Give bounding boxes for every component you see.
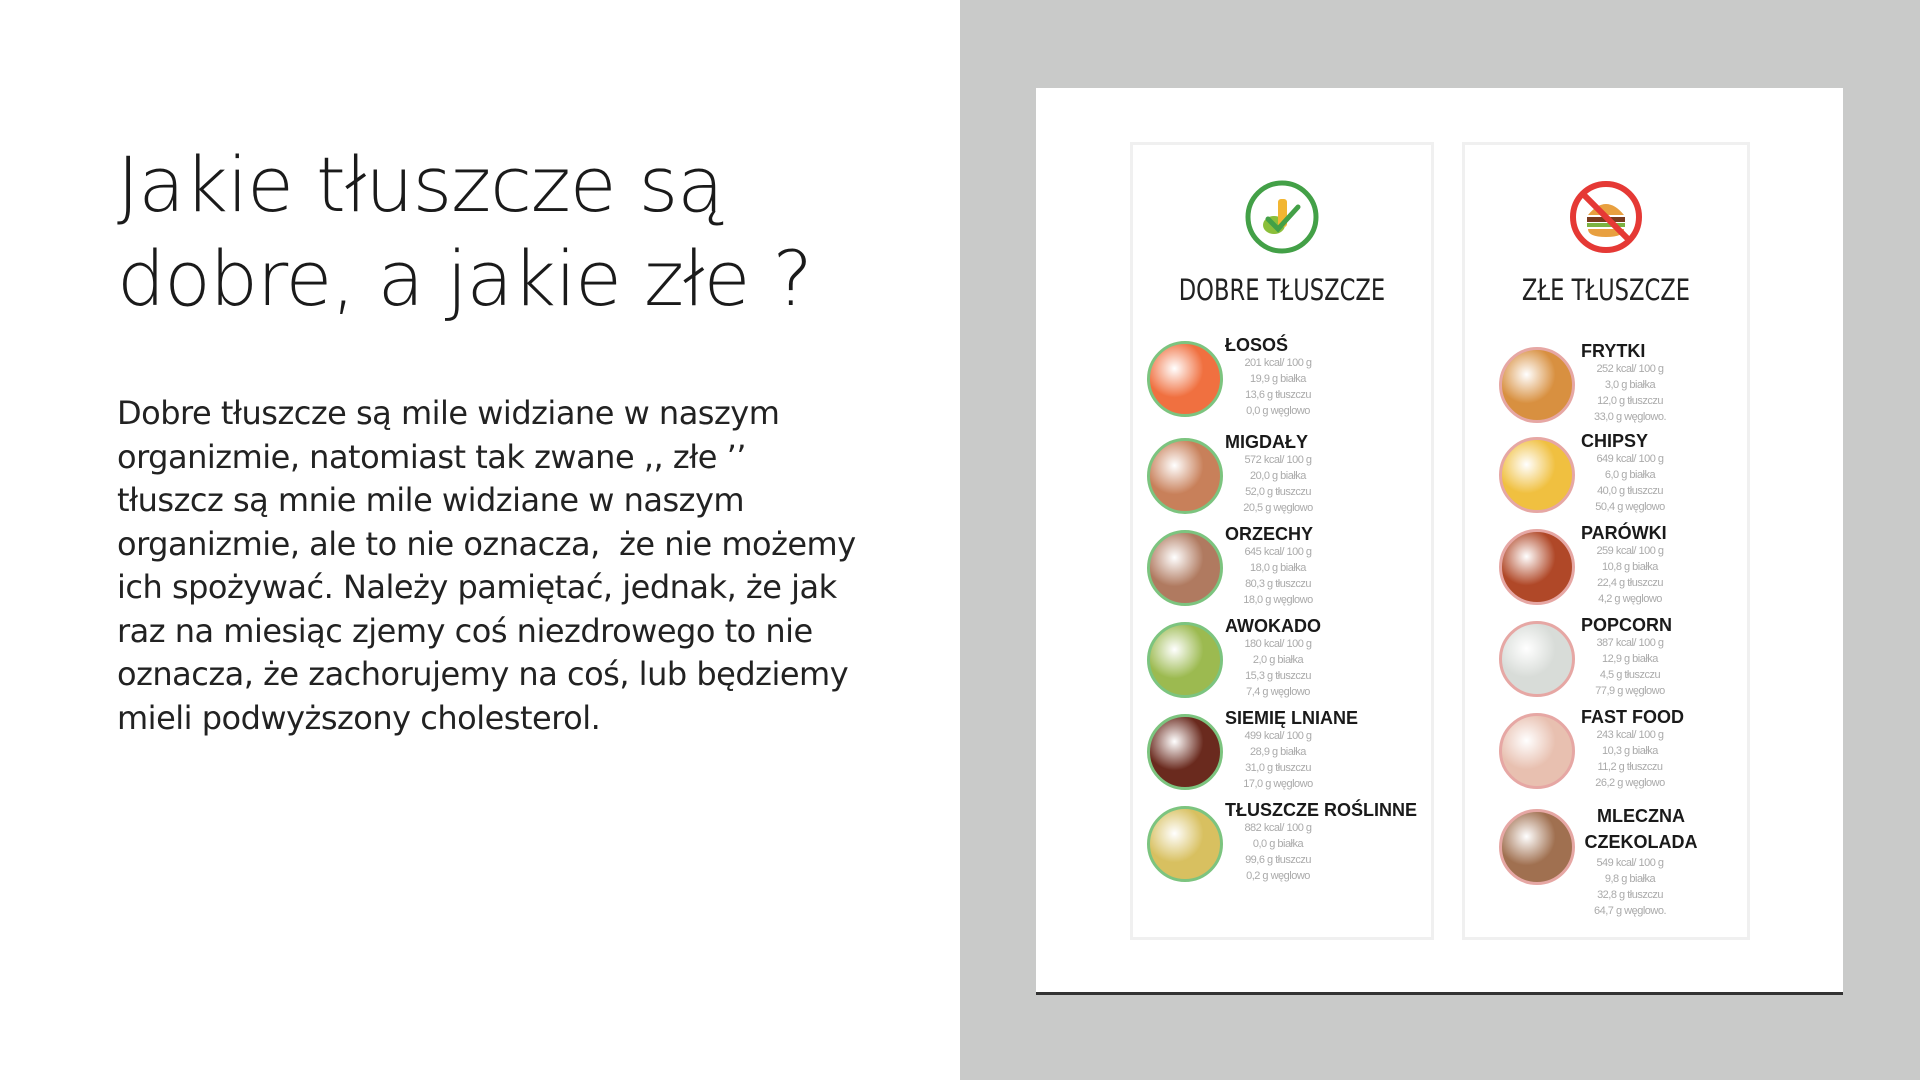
food-carbs: 17,0 g węglowo [1243,778,1313,790]
food-fat: 11,2 g tłuszczu [1597,761,1663,773]
food-carbs: 7,4 g węglowo [1246,686,1310,698]
food-fat: 99,6 g tłuszczu [1245,854,1311,866]
food-info [1575,431,1725,515]
food-item [1147,708,1437,804]
food-photo [1147,806,1223,882]
food-protein: 0,0 g białka [1252,838,1304,850]
food-item [1499,707,1789,803]
food-protein: 12,9 g białka [1602,653,1658,665]
food-protein: 2,0 g białka [1252,654,1304,666]
food-item [1499,341,1789,437]
food-info [1575,707,1725,791]
food-name: ORZECHY [1225,524,1314,544]
food-photo [1499,713,1575,789]
food-carbs: 0,0 g węglowo [1246,405,1310,417]
food-kcal: 549 kcal/ 100 g [1596,857,1664,869]
food-kcal: 180 kcal/ 100 g [1244,638,1312,650]
food-name: SIEMIĘ LNIANE [1225,708,1359,728]
food-photo [1499,347,1575,423]
no-burger-icon [1568,179,1644,255]
food-carbs: 33,0 g węglowo. [1594,411,1666,423]
food-photo [1147,622,1223,698]
food-fat: 22,4 g tłuszczu [1597,577,1663,589]
food-carbs: 20,5 g węglowo [1243,502,1313,514]
food-info [1575,341,1725,425]
food-fat: 80,3 g tłuszczu [1245,578,1311,590]
slide-body-text: Dobre tłuszcze są mile widziane w naszym organizmie, natomiast tak zwane ,, złe ’’ tłuszcz są mnie mile widziane w naszym organizmie, ale to nie oznacza, że nie możemy ich spożywać. Należy pamiętać, jednak, że jak raz na miesiąc zjemy coś niezdrowego to nie oznacza, że zachorujemy na coś, lub będziemy mieli podwyższony cholesterol. [117,394,856,737]
food-info [1575,615,1725,699]
food-photo [1499,621,1575,697]
food-kcal: 645 kcal/ 100 g [1244,546,1312,558]
food-fat: 52,0 g tłuszczu [1245,486,1311,498]
food-protein: 6,0 g białka [1604,469,1656,481]
food-info [1223,524,1443,608]
food-item [1147,616,1437,712]
food-kcal: 572 kcal/ 100 g [1244,454,1312,466]
food-photo [1499,437,1575,513]
food-item [1147,524,1437,620]
food-protein: 9,8 g białka [1604,873,1656,885]
food-carbs: 26,2 g węglowo [1595,777,1665,789]
food-carbs: 50,4 g węglowo [1595,501,1665,513]
food-name: PARÓWKI [1581,523,1667,543]
food-carbs: 18,0 g węglowo [1243,594,1313,606]
food-fat: 12,0 g tłuszczu [1597,395,1663,407]
food-name: CHIPSY [1581,431,1649,451]
food-name: AWOKADO [1225,616,1321,636]
food-protein: 10,8 g białka [1602,561,1658,573]
food-name: ŁOSOŚ [1225,335,1289,355]
bad-fats-column [1462,142,1750,940]
food-item [1499,431,1789,527]
food-photo [1499,529,1575,605]
food-item [1499,615,1789,711]
food-name: MIGDAŁY [1225,432,1308,452]
food-photo [1147,530,1223,606]
good-fats-heading: DOBRE TŁUSZCZE [1178,273,1386,307]
food-fat: 31,0 g tłuszczu [1245,762,1311,774]
food-name: POPCORN [1581,615,1673,635]
food-kcal: 499 kcal/ 100 g [1244,730,1312,742]
food-protein: 28,9 g białka [1250,746,1306,758]
food-protein: 20,0 g białka [1250,470,1306,482]
food-carbs: 64,7 g węglowo. [1594,905,1666,917]
food-fat: 13,6 g tłuszczu [1245,389,1311,401]
food-fat: 15,3 g tłuszczu [1245,670,1311,682]
food-kcal: 387 kcal/ 100 g [1596,637,1664,649]
food-info [1223,335,1443,419]
food-carbs: 77,9 g węglowo [1595,685,1665,697]
slide-title: Jakie tłuszcze są dobre, a jakie złe ? [117,140,812,323]
food-photo [1147,714,1223,790]
food-photo [1147,341,1223,417]
food-kcal: 649 kcal/ 100 g [1596,453,1664,465]
food-item [1147,432,1437,528]
food-protein: 10,3 g białka [1602,745,1658,757]
food-kcal: 243 kcal/ 100 g [1596,729,1664,741]
food-info [1223,800,1443,884]
food-info [1223,432,1443,516]
food-kcal: 882 kcal/ 100 g [1244,822,1312,834]
food-info [1575,803,1725,919]
food-item [1147,335,1437,431]
food-info [1575,523,1725,607]
food-protein: 18,0 g białka [1250,562,1306,574]
food-info [1223,616,1443,700]
food-fat: 40,0 g tłuszczu [1597,485,1663,497]
food-photo [1147,438,1223,514]
check-badge-icon [1244,179,1320,255]
good-fats-column [1130,142,1434,940]
food-protein: 3,0 g białka [1604,379,1656,391]
food-item [1499,806,1789,917]
food-info [1223,708,1443,792]
food-fat: 4,5 g tłuszczu [1599,669,1661,681]
bad-fats-heading: ZŁE TŁUSZCZE [1521,273,1691,307]
food-item [1499,523,1789,619]
food-name: MLECZNA CZEKOLADA [1584,806,1698,852]
food-item [1147,800,1437,896]
food-protein: 19,9 g białka [1250,373,1306,385]
food-kcal: 252 kcal/ 100 g [1596,363,1664,375]
food-kcal: 259 kcal/ 100 g [1596,545,1664,557]
food-photo [1499,809,1575,885]
food-name: FRYTKI [1581,341,1646,361]
food-fat: 32,8 g tłuszczu [1597,889,1663,901]
food-name: FAST FOOD [1581,707,1684,727]
food-kcal: 201 kcal/ 100 g [1244,357,1312,369]
food-name: TŁUSZCZE ROŚLINNE [1225,800,1417,820]
food-carbs: 0,2 g węglowo [1246,870,1310,882]
food-carbs: 4,2 g węglowo [1598,593,1662,605]
